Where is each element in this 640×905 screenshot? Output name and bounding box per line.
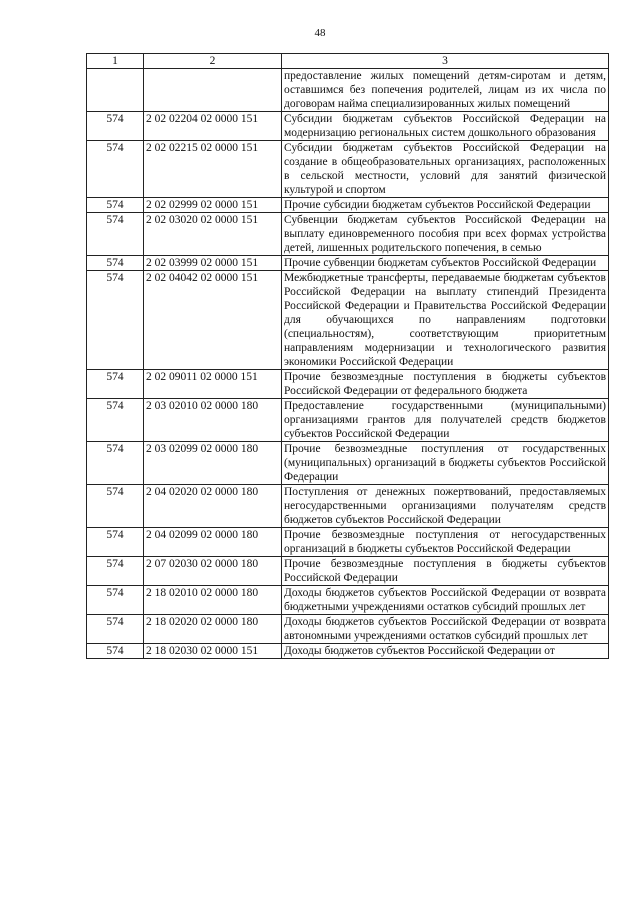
budget-code-cell: 2 18 02030 02 0000 151: [144, 644, 282, 659]
budget-code-cell: 2 02 02215 02 0000 151: [144, 141, 282, 198]
table-row: [87, 256, 609, 271]
budget-code-cell: 2 02 03999 02 0000 151: [144, 256, 282, 271]
budget-code-cell: 2 02 09011 02 0000 151: [144, 370, 282, 399]
admin-code-cell: 574: [87, 256, 144, 271]
table-row: [87, 485, 609, 528]
admin-code-cell: 574: [87, 485, 144, 528]
table-row: [87, 399, 609, 442]
table-row: [87, 370, 609, 399]
description-cell: Доходы бюджетов субъектов Российской Федерации от: [282, 644, 609, 659]
budget-code-cell: 2 04 02020 02 0000 180: [144, 485, 282, 528]
description-cell: Субсидии бюджетам субъектов Российской Федерации на модернизацию региональных систем дошкольного образования: [282, 112, 609, 141]
admin-code-cell: [87, 69, 144, 112]
budget-code-cell: 2 03 02010 02 0000 180: [144, 399, 282, 442]
budget-revenue-table: [86, 53, 609, 659]
admin-code-cell: 574: [87, 112, 144, 141]
table-row: [87, 213, 609, 256]
budget-code-cell: 2 18 02010 02 0000 180: [144, 586, 282, 615]
budget-code-cell: 2 18 02020 02 0000 180: [144, 615, 282, 644]
budget-code-cell: [144, 69, 282, 112]
table-row: [87, 442, 609, 485]
admin-code-cell: 574: [87, 271, 144, 370]
admin-code-cell: 574: [87, 370, 144, 399]
admin-code-cell: 574: [87, 141, 144, 198]
page-number: 48: [314, 27, 326, 39]
description-cell: Прочие безвозмездные поступления в бюджеты субъектов Российской Федерации: [282, 557, 609, 586]
budget-code-cell: 2 04 02099 02 0000 180: [144, 528, 282, 557]
budget-code-cell: 2 07 02030 02 0000 180: [144, 557, 282, 586]
admin-code-cell: 574: [87, 557, 144, 586]
table-row: [87, 586, 609, 615]
budget-code-cell: 2 02 02999 02 0000 151: [144, 198, 282, 213]
admin-code-cell: 574: [87, 615, 144, 644]
table-row: [87, 271, 609, 370]
description-cell: Прочие безвозмездные поступления в бюджеты субъектов Российской Федерации от федерального бюджета: [282, 370, 609, 399]
column-header-admin: 1: [87, 54, 144, 69]
description-cell: Доходы бюджетов субъектов Российской Федерации от возврата бюджетными учреждениями остатков субсидий прошлых лет: [282, 586, 609, 615]
budget-code-cell: 2 02 03020 02 0000 151: [144, 213, 282, 256]
budget-code-cell: 2 03 02099 02 0000 180: [144, 442, 282, 485]
description-cell: Межбюджетные трансферты, передаваемые бюджетам субъектов Российской Федерации на выплату стипендий Президента Российской Федерации и Правительства Российской Федерации для обучающихся по направлениям подготовки (специальностям), соответствующим приоритетным направлениям модернизации и технологического развития экономики Российской Федерации: [282, 271, 609, 370]
table-header-row: [87, 54, 609, 69]
description-cell: предоставление жилых помещений детям-сиротам и детям, оставшимся без попечения родителей, лицам из их числа по договорам найма специализированных жилых помещений: [282, 69, 609, 112]
column-header-description: 3: [282, 54, 609, 69]
table-row: [87, 112, 609, 141]
description-cell: Субсидии бюджетам субъектов Российской Федерации на создание в общеобразовательных организациях, расположенных в сельской местности, условий для занятий физической культурой и спортом: [282, 141, 609, 198]
table-row: [87, 141, 609, 198]
table-row: [87, 69, 609, 112]
admin-code-cell: 574: [87, 213, 144, 256]
budget-code-cell: 2 02 02204 02 0000 151: [144, 112, 282, 141]
table-row: [87, 528, 609, 557]
description-cell: Прочие безвозмездные поступления от негосударственных организаций в бюджеты субъектов Российской Федерации: [282, 528, 609, 557]
table-row: [87, 557, 609, 586]
description-cell: Прочие безвозмездные поступления от государственных (муниципальных) организаций в бюджеты субъектов Российской Федерации: [282, 442, 609, 485]
description-cell: Доходы бюджетов субъектов Российской Федерации от возврата автономными учреждениями остатков субсидий прошлых лет: [282, 615, 609, 644]
admin-code-cell: 574: [87, 586, 144, 615]
budget-code-cell: 2 02 04042 02 0000 151: [144, 271, 282, 370]
admin-code-cell: 574: [87, 442, 144, 485]
description-cell: Поступления от денежных пожертвований, предоставляемых негосударственными организациями получателям средств бюджетов субъектов Российской Федерации: [282, 485, 609, 528]
table-row: [87, 644, 609, 659]
description-cell: Прочие субвенции бюджетам субъектов Российской Федерации: [282, 256, 609, 271]
admin-code-cell: 574: [87, 528, 144, 557]
column-header-code: 2: [144, 54, 282, 69]
admin-code-cell: 574: [87, 198, 144, 213]
description-cell: Предоставление государственными (муниципальными) организациями грантов для получателей средств бюджетов субъектов Российской Федерации: [282, 399, 609, 442]
table-row: [87, 198, 609, 213]
description-cell: Субвенции бюджетам субъектов Российской Федерации на выплату единовременного пособия при всех формах устройства детей, лишенных родительского попечения, в семью: [282, 213, 609, 256]
admin-code-cell: 574: [87, 644, 144, 659]
admin-code-cell: 574: [87, 399, 144, 442]
description-cell: Прочие субсидии бюджетам субъектов Российской Федерации: [282, 198, 609, 213]
table-row: [87, 615, 609, 644]
